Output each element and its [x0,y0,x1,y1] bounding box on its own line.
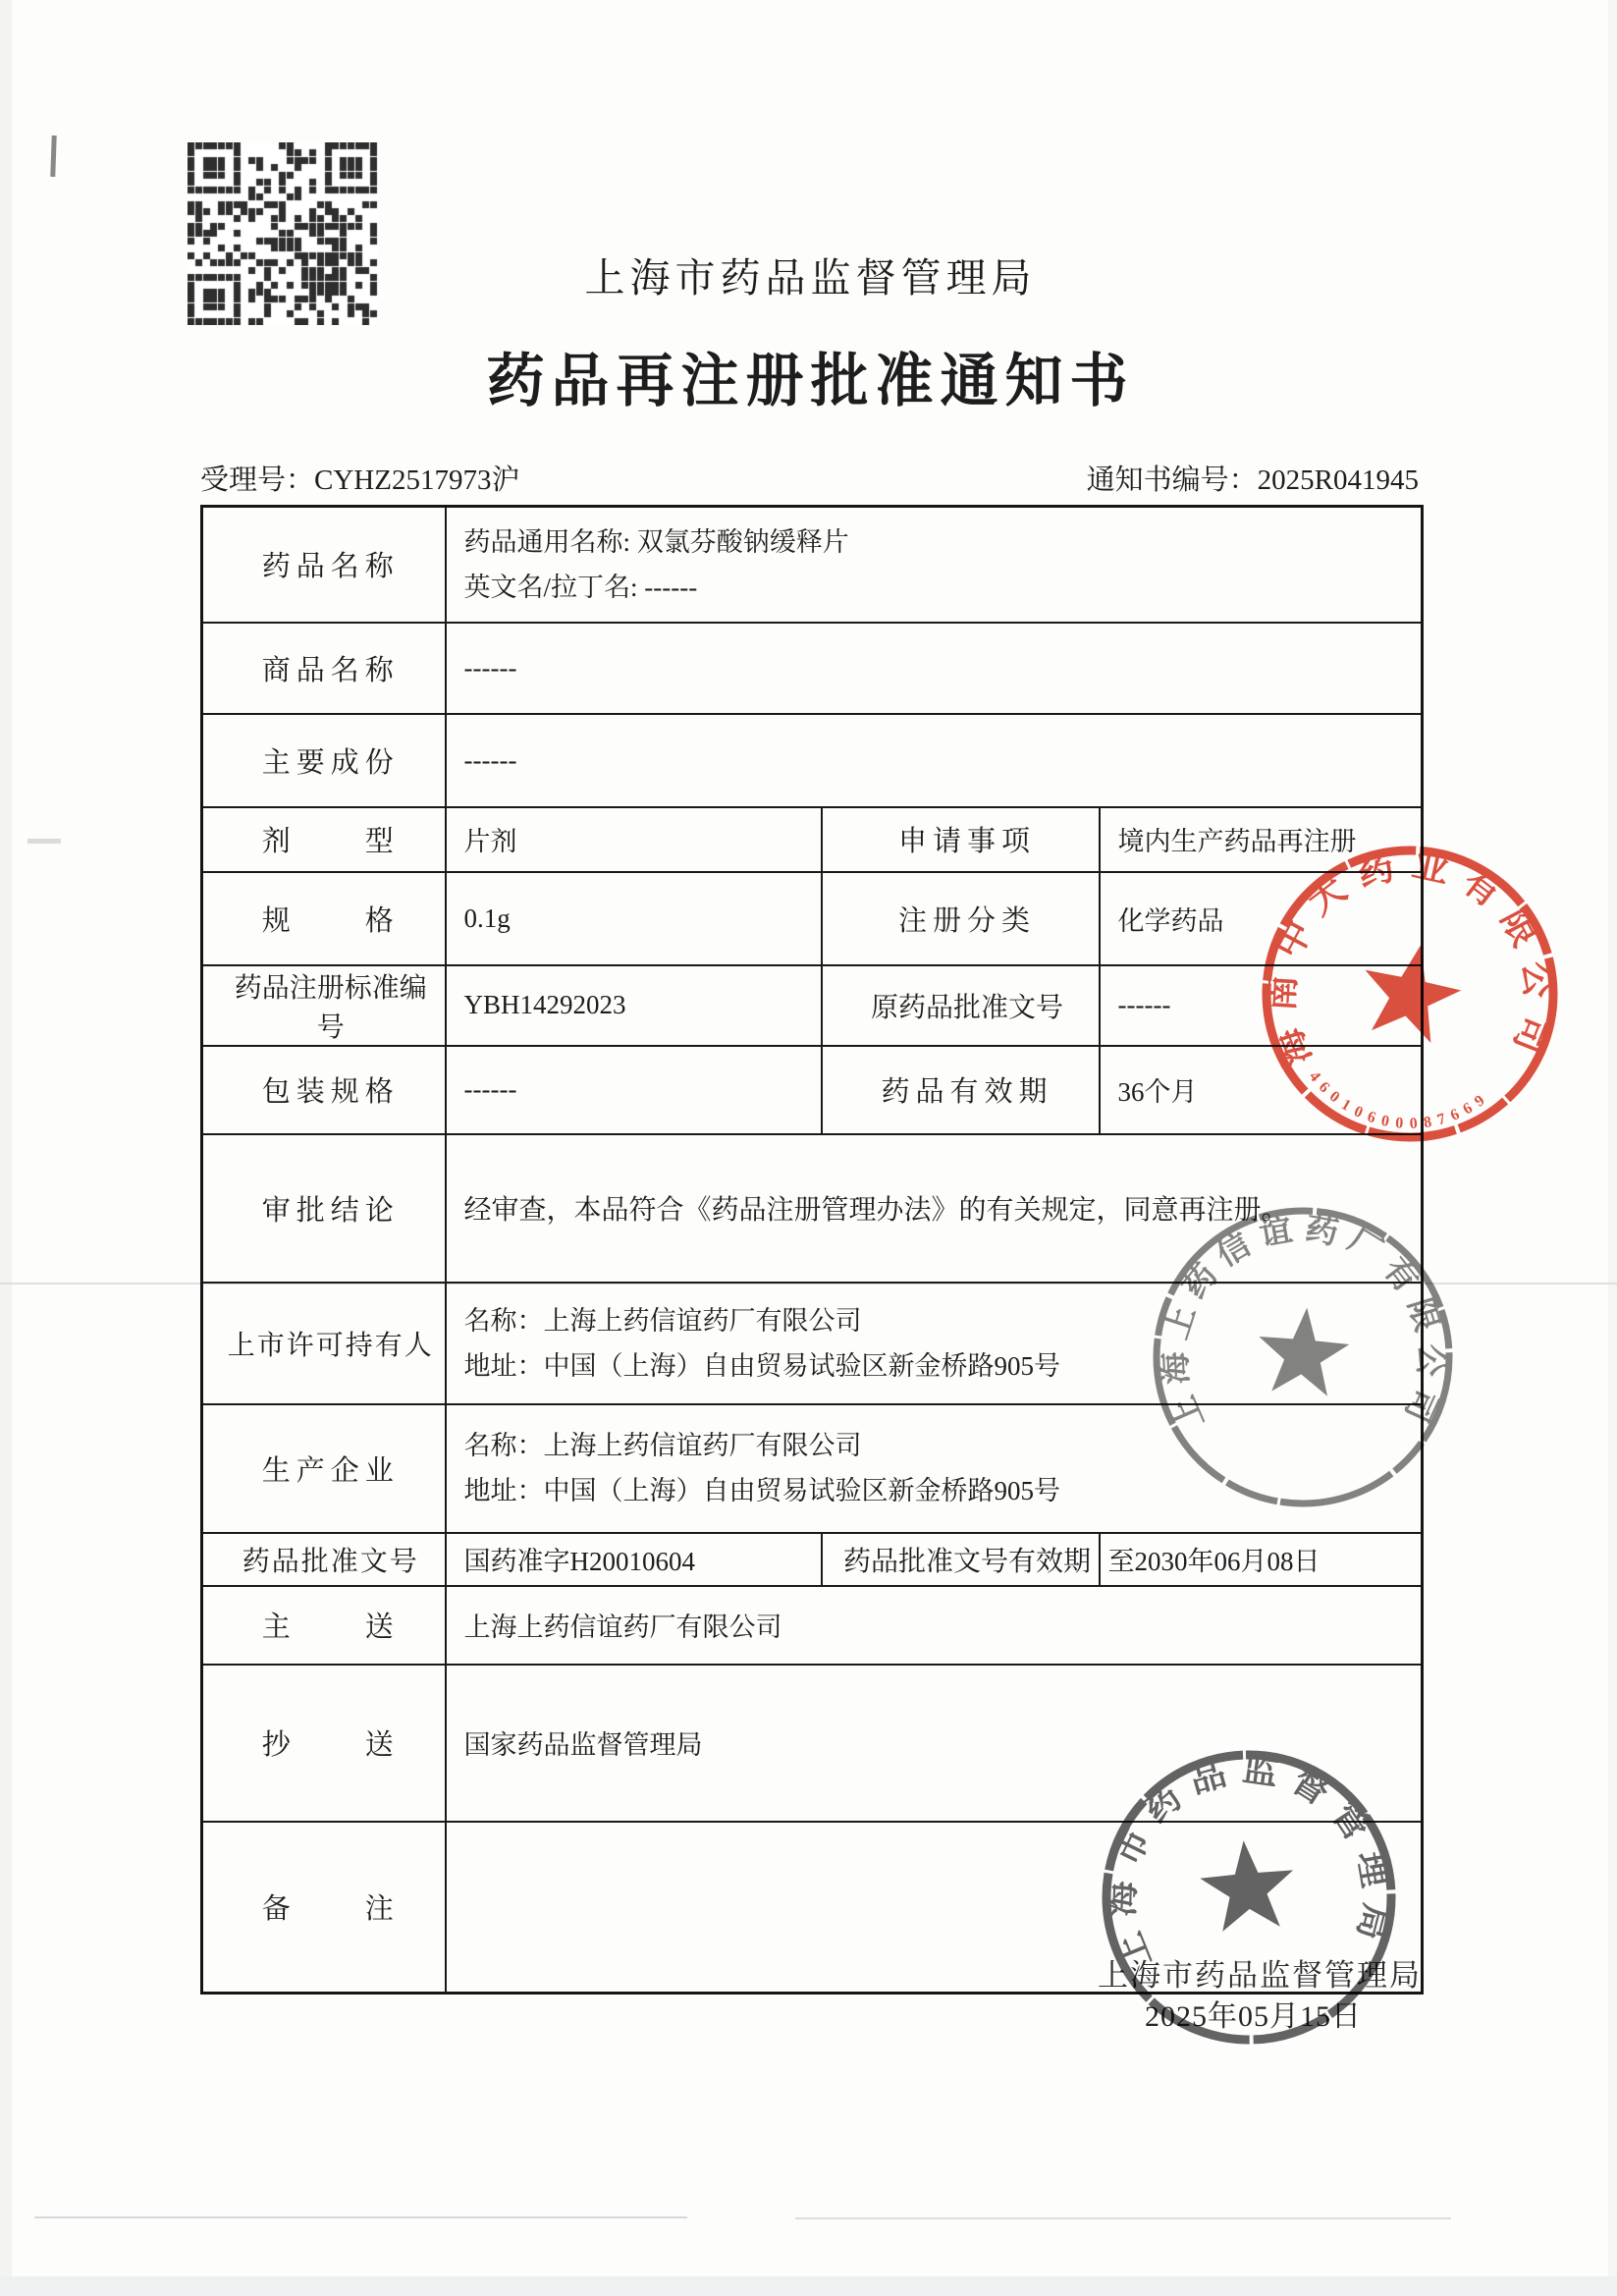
drug-name-label: 药品名称 [202,507,446,623]
red-company-seal [1253,837,1567,1156]
red-seal-company-text: 海南中大药业有限公司 [1261,844,1559,1071]
main-recipient-value: 上海上药信谊药厂有限公司 [446,1586,1423,1665]
ingredients-value: ------ [446,714,1423,807]
original-approval-no-value: ------ [1100,965,1423,1046]
specification-value: 0.1g [446,872,822,965]
manufacturer-label: 生产企业 [202,1404,446,1533]
cc-recipient-label: 抄 送 [202,1665,446,1822]
mah-label: 上市许可持有人 [202,1283,446,1404]
main-recipient-label: 主 送 [202,1586,446,1665]
dosage-form-label: 剂 型 [202,807,446,872]
ingredients-label: 主要成份 [202,714,446,807]
issuing-agency-title: 上海市药品监督管理局 [584,255,1037,301]
authority-seal-text: 上海市药品监督管理局 [1102,1750,1396,1975]
scan-fold-line [795,2217,1451,2219]
red-seal-star-icon [1353,935,1469,1047]
scan-artifact-tick [50,136,56,177]
mah-address: 地址：中国（上海）自由贸易试验区新金桥路905号 [463,1350,1060,1381]
row-registration-standard [202,965,1423,1046]
application-item-value: 境内生产药品再注册 [1100,807,1423,872]
row-package-spec [202,1046,1423,1134]
application-item-label: 申请事项 [822,807,1100,872]
row-drug-name [202,507,1423,623]
scan-artifact-smudge [27,839,61,844]
validity-value: 36个月 [1100,1046,1423,1134]
package-spec-value: ------ [446,1046,822,1134]
registration-standard-label: 药品注册标准编号 [202,965,446,1046]
row-ingredients [202,714,1423,807]
acceptance-number: 受理号：CYHZ2517973沪 [200,465,520,496]
row-approval-no [202,1533,1423,1586]
footer-date: 2025年05月15日 [1145,2000,1362,2033]
trade-name-label: 商品名称 [202,623,446,714]
scan-edge-bottom [0,2276,1617,2296]
approval-no-label: 药品批准文号 [202,1533,446,1586]
drug-name-cell [446,507,1423,623]
footer-issuer: 上海市药品监督管理局 [1098,1958,1422,1993]
dosage-form-value: 片剂 [446,807,822,872]
trade-name-value: ------ [446,623,1423,714]
package-spec-label: 包装规格 [202,1046,446,1134]
manufacturer-address: 地址：中国（上海）自由贸易试验区新金桥路905号 [463,1476,1060,1505]
approval-conclusion-value: 经审查，本品符合《药品注册管理办法》的有关规定，同意再注册。 [446,1134,1423,1283]
approval-no-validity-label: 药品批准文号有效期 [822,1533,1100,1586]
manufacturer-name: 名称：上海上药信谊药厂有限公司 [463,1431,862,1460]
registration-standard-value: YBH14292023 [446,965,822,1046]
reference-line [200,458,1421,499]
validity-label: 药品有效期 [822,1046,1100,1134]
svg-text:海南中大药业有限公司 [1261,844,1558,1071]
approval-no-value: 国药准字H20010604 [446,1533,822,1586]
registration-class-value: 化学药品 [1100,872,1423,965]
approval-conclusion-label: 审批结论 [202,1134,446,1283]
scan-edge-right [1608,0,1617,2296]
row-dosage-form [202,807,1423,872]
original-approval-no-label: 原药品批准文号 [822,965,1100,1046]
red-seal-serial-text: 46010600087669 [1305,1067,1494,1133]
cc-recipient-value: 国家药品监督管理局 [446,1665,1423,1822]
mah-name: 名称：上海上药信谊药厂有限公司 [463,1305,862,1336]
row-main-recipient [202,1586,1423,1665]
document-title: 药品再注册批准通知书 [486,349,1135,413]
generic-name: 药品通用名称: 双氯芬酸钠缓释片 [463,526,849,557]
scan-fold-line [34,2216,687,2218]
authority-seal-star-icon [1197,1836,1298,1933]
remarks-label: 备 注 [202,1822,446,1994]
specification-label: 规 格 [202,872,446,965]
scan-edge-left [0,0,12,2296]
gray-seal-company-text: 上海上药信谊药厂有限公司 [1158,1211,1449,1437]
gray-seal-star-icon [1255,1304,1353,1397]
row-trade-name [202,623,1423,714]
row-specification [202,872,1423,965]
english-name: 英文名/拉丁名: ------ [463,572,698,602]
approval-no-validity-value: 至2030年06月08日 [1100,1533,1423,1586]
registration-class-label: 注册分类 [822,872,1100,965]
notice-number: 通知书编号：2025R041945 [1086,465,1419,496]
authority-seal [1102,1750,1396,2050]
gray-company-seal [1146,1200,1460,1519]
